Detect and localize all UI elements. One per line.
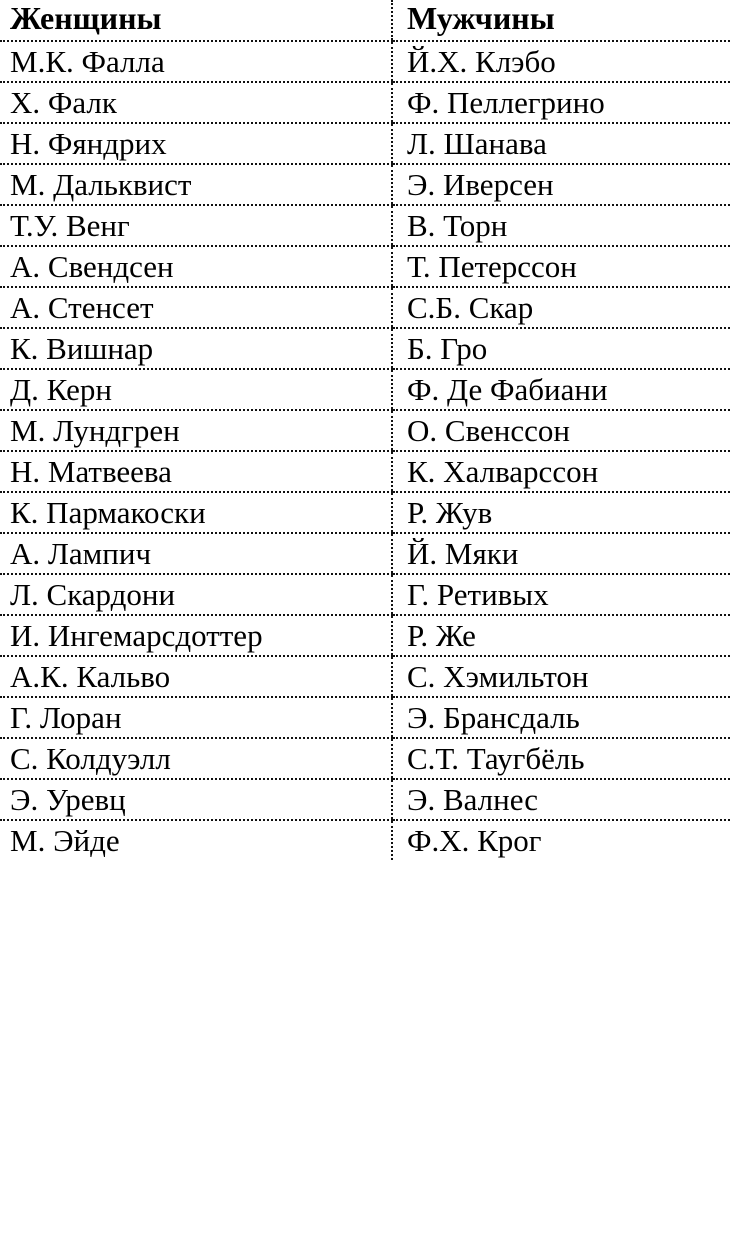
cell-women: А. Лампич xyxy=(0,533,392,574)
table-row xyxy=(0,369,730,410)
cell-men: Ф. Пеллегрино xyxy=(392,82,730,123)
table-row xyxy=(0,246,730,287)
cell-women: К. Пармакоски xyxy=(0,492,392,533)
table-row xyxy=(0,287,730,328)
cell-men: Р. Жув xyxy=(392,492,730,533)
cell-men: Э. Валнес xyxy=(392,779,730,820)
table-row xyxy=(0,574,730,615)
cell-women: М. Лундгрен xyxy=(0,410,392,451)
table-row xyxy=(0,615,730,656)
cell-men: Э. Брансдаль xyxy=(392,697,730,738)
cell-women: Д. Керн xyxy=(0,369,392,410)
cell-women: К. Вишнар xyxy=(0,328,392,369)
cell-women: Э. Уревц xyxy=(0,779,392,820)
table-body xyxy=(0,41,730,860)
table-header-row xyxy=(0,0,730,41)
cell-men: Л. Шанава xyxy=(392,123,730,164)
cell-women: Т.У. Венг xyxy=(0,205,392,246)
cell-men: В. Торн xyxy=(392,205,730,246)
table-row xyxy=(0,451,730,492)
table-row xyxy=(0,656,730,697)
cell-men: О. Свенссон xyxy=(392,410,730,451)
cell-men: Ф.Х. Крог xyxy=(392,820,730,860)
table-row xyxy=(0,205,730,246)
cell-men: Г. Ретивых xyxy=(392,574,730,615)
table-row xyxy=(0,123,730,164)
cell-women: Н. Матвеева xyxy=(0,451,392,492)
column-header-women: Женщины xyxy=(0,0,392,41)
cell-men: С.Т. Таугбёль xyxy=(392,738,730,779)
cell-women: А.К. Кальво xyxy=(0,656,392,697)
table-row xyxy=(0,410,730,451)
cell-women: Н. Фяндрих xyxy=(0,123,392,164)
cell-men: Б. Гро xyxy=(392,328,730,369)
table-row xyxy=(0,697,730,738)
cell-men: Т. Петерссон xyxy=(392,246,730,287)
cell-men: Й. Мяки xyxy=(392,533,730,574)
table-row xyxy=(0,82,730,123)
table-row xyxy=(0,492,730,533)
cell-women: А. Свендсен xyxy=(0,246,392,287)
table-row xyxy=(0,820,730,860)
cell-women: И. Ингемарсдоттер xyxy=(0,615,392,656)
cell-women: М. Эйде xyxy=(10,823,120,858)
cell-women: М. Дальквист xyxy=(0,164,392,205)
cell-women: Л. Скардони xyxy=(0,574,392,615)
cell-men: Й.Х. Клэбо xyxy=(392,41,730,82)
table-row xyxy=(0,41,730,82)
cell-men: Ф. Де Фабиани xyxy=(392,369,730,410)
column-header-men: Мужчины xyxy=(392,0,730,41)
cell-men: Р. Же xyxy=(392,615,730,656)
table-row xyxy=(0,533,730,574)
table-row xyxy=(0,738,730,779)
cell-men: С.Б. Скар xyxy=(392,287,730,328)
table-header xyxy=(0,0,730,41)
cell-women: С. Колдуэлл xyxy=(0,738,392,779)
cell-women: А. Стенсет xyxy=(0,287,392,328)
table-row xyxy=(0,164,730,205)
table-row xyxy=(0,328,730,369)
cell-women: Г. Лоран xyxy=(0,697,392,738)
table-row xyxy=(0,779,730,820)
cell-men: К. Халварссон xyxy=(392,451,730,492)
cell-women: М.К. Фалла xyxy=(0,41,392,82)
cell-men: Э. Иверсен xyxy=(392,164,730,205)
cell-men: С. Хэмильтон xyxy=(392,656,730,697)
cell-women: Х. Фалк xyxy=(0,82,392,123)
